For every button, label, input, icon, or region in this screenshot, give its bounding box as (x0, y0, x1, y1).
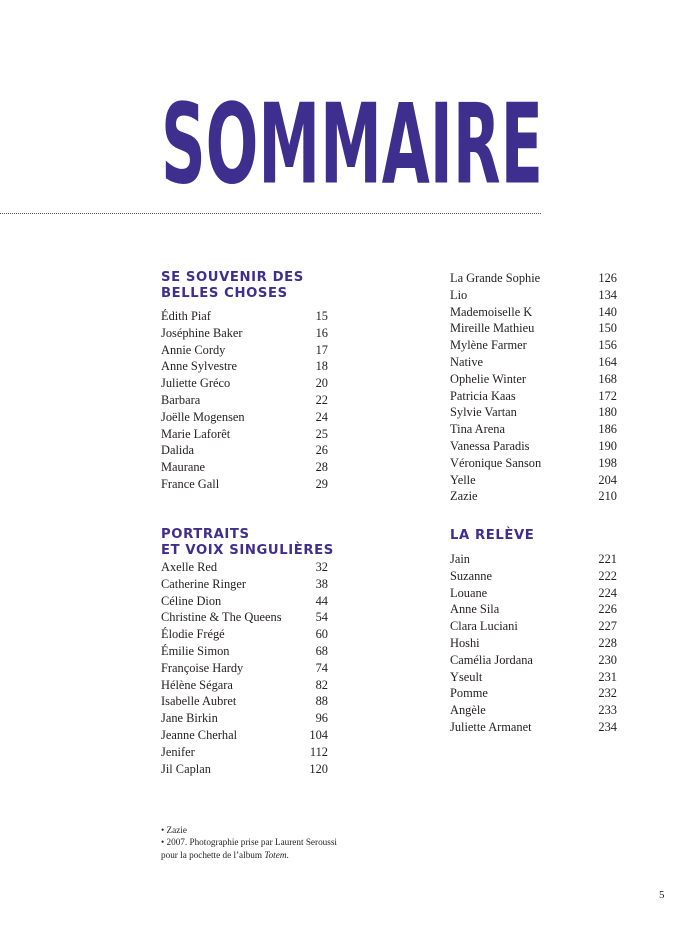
toc-entry (161, 761, 328, 778)
toc-entry-page: 234 (598, 719, 617, 734)
toc-entry (450, 287, 617, 304)
toc-entry-page: 190 (598, 438, 617, 453)
page-number: 5 (659, 889, 665, 901)
toc-entry-name: Ophelie Winter (450, 371, 527, 386)
toc-entry-page: 186 (598, 422, 617, 437)
toc-entry-page: 16 (315, 325, 328, 340)
toc-entry (450, 568, 617, 585)
toc-entry-page: 172 (598, 388, 617, 403)
toc-entry-page: 150 (598, 321, 617, 336)
toc-entry-page: 29 (315, 476, 328, 491)
toc-entry (450, 702, 617, 719)
toc-entry-name: Yelle (450, 472, 476, 487)
toc-entry-name: Jil Caplan (161, 761, 211, 776)
toc-entry-page: 180 (598, 405, 617, 420)
toc-entry-page: 44 (315, 593, 328, 608)
toc-entry (450, 270, 617, 287)
toc-entry (161, 710, 328, 727)
toc-entry-page: 227 (598, 619, 617, 634)
toc-entry-name: Juliette Gréco (161, 376, 231, 391)
toc-entry-name: Édith Piaf (161, 309, 211, 323)
toc-entry (161, 476, 328, 493)
toc-entry-name: Mylène Farmer (450, 338, 527, 353)
toc-entry (161, 626, 328, 643)
toc-entry-name: Angèle (450, 703, 486, 718)
toc-entry-page: 15 (315, 309, 328, 323)
toc-entry-name: Suzanne (450, 568, 492, 583)
toc-entry-page: 104 (309, 727, 328, 742)
toc-entry-name: Hoshi (450, 635, 480, 650)
toc-entry-page: 233 (598, 703, 617, 718)
toc-entry-name: Louane (450, 585, 488, 600)
section-title-portraits (161, 527, 334, 559)
toc-entry (450, 472, 617, 489)
toc-entry-page: 126 (598, 271, 617, 285)
toc-list-portraits (161, 559, 328, 777)
toc-entry-name: Joséphine Baker (161, 325, 243, 340)
toc-entry-name: Jane Birkin (161, 711, 218, 726)
toc-entry-name: Mademoiselle K (450, 304, 533, 319)
toc-entry (161, 342, 328, 359)
toc-entry-name: Véronique Sanson (450, 455, 542, 470)
caption-line: • Zazie (161, 825, 187, 835)
section-title-line: LA RELÈVE (450, 528, 535, 543)
toc-entry-name: Mireille Mathieu (450, 321, 535, 336)
toc-entry (450, 669, 617, 686)
toc-entry-page: 74 (315, 660, 328, 675)
toc-entry-page: 82 (315, 677, 328, 692)
section-title-releve (450, 528, 534, 544)
toc-entry-page: 228 (598, 635, 617, 650)
toc-entry-name: Maurane (161, 460, 206, 475)
toc-entry-page: 18 (315, 359, 328, 374)
toc-entry-page: 112 (309, 744, 328, 759)
photo-caption (161, 824, 391, 861)
toc-list-continued (450, 270, 617, 505)
toc-entry (161, 392, 328, 409)
toc-entry (161, 459, 328, 476)
toc-entry-name: Jenifer (161, 744, 195, 759)
toc-entry-name: Anne Sila (450, 602, 500, 617)
toc-entry-page: 38 (315, 576, 328, 591)
caption-text: . (286, 849, 289, 860)
toc-entry (161, 744, 328, 761)
toc-entry (450, 354, 617, 371)
toc-entry (450, 719, 617, 736)
toc-entry-page: 204 (598, 472, 617, 487)
toc-entry-name: Camélia Jordana (450, 652, 533, 667)
toc-entry (450, 601, 617, 618)
toc-entry (450, 455, 617, 472)
toc-entry-name: Marie Laforêt (161, 426, 231, 441)
toc-entry-page: 22 (315, 392, 328, 407)
toc-entry (450, 585, 617, 602)
toc-entry (161, 576, 328, 593)
toc-entry (161, 426, 328, 443)
toc-entry-page: 224 (598, 585, 617, 600)
toc-entry-name: Anne Sylvestre (161, 359, 238, 374)
toc-entry (450, 388, 617, 405)
toc-right-column (450, 0, 617, 929)
toc-entry-page: 54 (315, 610, 328, 625)
toc-entry-page: 231 (598, 669, 617, 684)
toc-entry (450, 438, 617, 455)
toc-entry-page: 156 (598, 338, 617, 353)
toc-entry-name: Dalida (161, 443, 195, 458)
toc-entry (450, 404, 617, 421)
toc-entry-name: Annie Cordy (161, 342, 226, 357)
toc-entry-page: 198 (598, 455, 617, 470)
toc-entry (161, 677, 328, 694)
toc-entry-page: 32 (315, 560, 328, 574)
toc-entry (161, 409, 328, 426)
toc-entry-name: Isabelle Aubret (161, 694, 237, 709)
toc-entry-name: Barbara (161, 392, 201, 407)
toc-entry (450, 685, 617, 702)
toc-list-souvenir (161, 308, 328, 493)
toc-entry (161, 643, 328, 660)
toc-entry-page: 164 (598, 354, 617, 369)
toc-entry-page: 28 (315, 460, 328, 475)
toc-entry-name: Christine & The Queens (161, 610, 282, 625)
toc-entry-name: La Grande Sophie (450, 271, 541, 285)
toc-entry-page: 222 (598, 568, 617, 583)
toc-entry (161, 559, 328, 576)
toc-entry-page: 226 (598, 602, 617, 617)
section-title-line: PORTRAITS (161, 527, 250, 542)
toc-entry-page: 96 (315, 711, 328, 726)
toc-left-column (161, 0, 334, 929)
toc-entry (161, 358, 328, 375)
toc-entry (161, 325, 328, 342)
toc-entry-name: Céline Dion (161, 593, 222, 608)
toc-entry-page: 20 (315, 376, 328, 391)
toc-entry (161, 375, 328, 392)
toc-entry (450, 652, 617, 669)
toc-entry-page: 60 (315, 627, 328, 642)
toc-entry-name: Sylvie Vartan (450, 405, 517, 420)
toc-entry-name: Jeanne Cherhal (161, 727, 238, 742)
toc-entry-name: Émilie Simon (161, 643, 230, 658)
toc-entry-page: 168 (598, 371, 617, 386)
toc-entry-name: Vanessa Paradis (450, 438, 530, 453)
toc-entry-page: 140 (598, 304, 617, 319)
toc-entry-page: 88 (315, 694, 328, 709)
toc-entry (161, 660, 328, 677)
toc-entry-name: France Gall (161, 476, 220, 491)
toc-entry-name: Élodie Frégé (161, 627, 225, 642)
toc-entry-name: Axelle Red (161, 560, 218, 574)
toc-entry (450, 320, 617, 337)
toc-entry-name: Hélène Ségara (161, 677, 233, 692)
caption-line (161, 849, 391, 861)
page-title-text: SOMMAIRE (161, 96, 543, 206)
toc-entry (161, 727, 328, 744)
toc-entry-name: Yseult (450, 669, 483, 684)
toc-entry (161, 609, 328, 626)
toc-entry-name: Patricia Kaas (450, 388, 516, 403)
toc-entry (450, 421, 617, 438)
toc-entry (450, 551, 617, 568)
caption-text: pour la pochette de l’album (161, 849, 265, 860)
toc-entry-page: 134 (598, 287, 617, 302)
toc-list-releve (450, 551, 617, 736)
caption-line: • 2007. Photographie prise par Laurent Seroussi (161, 837, 337, 848)
toc-entry-page: 210 (598, 489, 617, 504)
toc-entry (450, 337, 617, 354)
section-title-line: ET VOIX SINGULIÈRES (161, 543, 334, 558)
toc-entry-name: Joëlle Mogensen (161, 409, 245, 424)
toc-entry-page: 24 (315, 409, 328, 424)
toc-entry-name: Clara Luciani (450, 619, 518, 634)
section-title-line: SE SOUVENIR DES (161, 270, 304, 285)
toc-entry (450, 488, 617, 505)
toc-entry (450, 371, 617, 388)
album-title: Totem (264, 849, 287, 860)
toc-entry-page: 230 (598, 652, 617, 667)
section-title-souvenir (161, 270, 304, 302)
toc-entry-name: Lio (450, 287, 468, 302)
toc-entry-name: Juliette Armanet (450, 719, 532, 734)
toc-entry-name: Tina Arena (450, 422, 505, 437)
toc-entry-page: 25 (315, 426, 328, 441)
toc-entry-name: Jain (450, 552, 470, 566)
section-title-line: BELLES CHOSES (161, 286, 288, 301)
toc-entry-name: Zazie (450, 489, 478, 504)
toc-entry-name: Native (450, 354, 484, 369)
toc-entry-page: 68 (315, 643, 328, 658)
toc-entry (161, 308, 328, 325)
toc-entry (161, 442, 328, 459)
toc-entry (450, 635, 617, 652)
toc-entry-page: 221 (598, 552, 617, 566)
toc-entry (450, 304, 617, 321)
toc-entry (450, 618, 617, 635)
toc-entry (161, 593, 328, 610)
toc-entry-name: Françoise Hardy (161, 660, 244, 675)
toc-entry-name: Pomme (450, 686, 488, 701)
toc-entry-page: 120 (309, 761, 328, 776)
toc-entry-page: 26 (315, 443, 328, 458)
toc-entry-name: Catherine Ringer (161, 576, 246, 591)
toc-entry-page: 17 (315, 342, 328, 357)
toc-entry-page: 232 (598, 686, 617, 701)
toc-entry (161, 693, 328, 710)
